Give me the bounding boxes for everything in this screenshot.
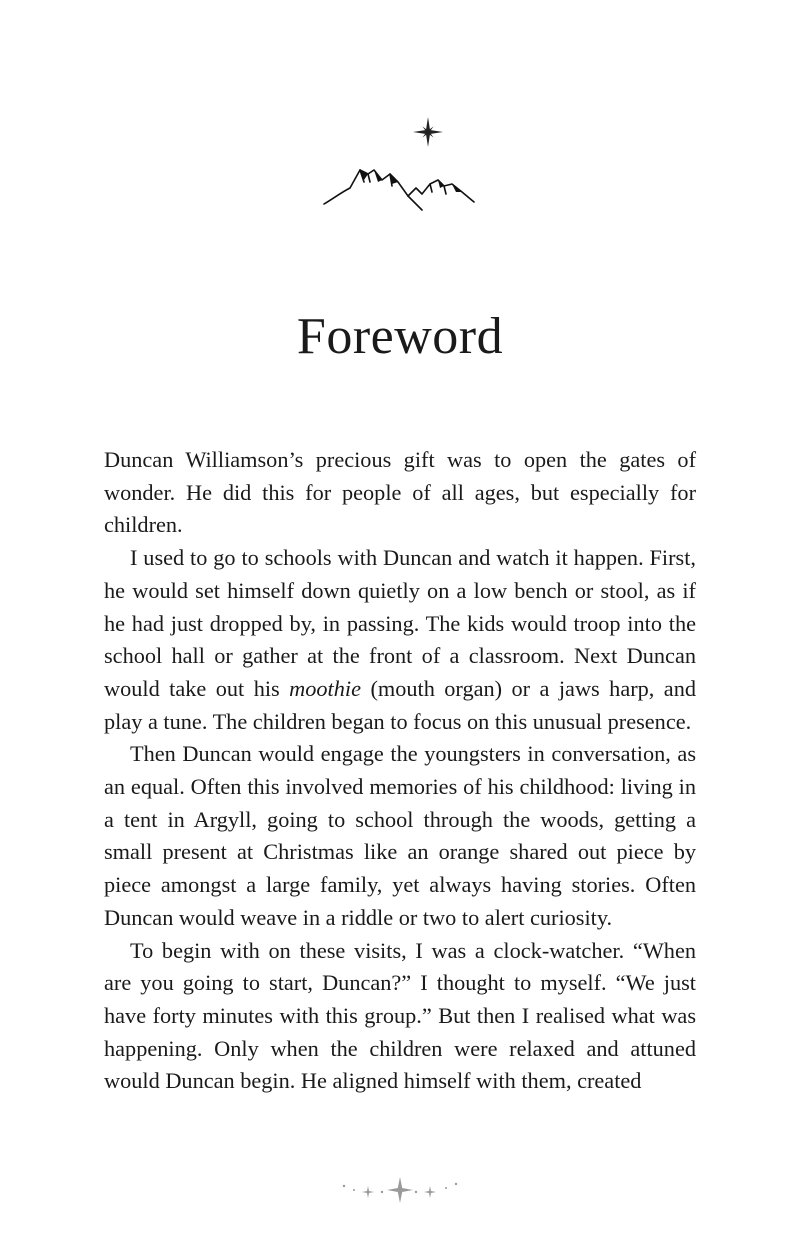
body-text: [104, 444, 696, 1098]
paragraph-2-emphasis: moothie: [289, 675, 361, 701]
sparkle-stars-icon: [336, 1174, 464, 1204]
paragraph-1: Duncan Williamson’s precious gift was to open the gates of wonder. He did this for people of all ages, but especially for children.: [104, 447, 696, 538]
paragraph-3: Then Duncan would engage the youngsters in conversation, as an equal. Often this involved memories of his childhood: living in a tent in Argyll, going to school through the woods, getting a small present at Christmas like an orange shared out piece by piece amongst a large family, yet always having stories. Often Duncan would weave in a riddle or two to alert curiosity.: [104, 741, 696, 930]
four-point-star-icon: [412, 116, 444, 148]
chapter-title: Foreword: [296, 307, 504, 365]
paragraph-2-end: (mouth organ) or a jaws harp, and play a tune. The children began to focus on this unusual presence.: [104, 675, 696, 734]
mountains-icon: [320, 158, 478, 212]
paragraph-4: To begin with on these visits, I was a clock-watcher. “When are you going to start, Duncan?” I thought to myself. “We just have forty minutes with this group.” But then I realised what was happening. Only when the children were relaxed and attuned would Duncan begin. He aligned himself with them, created: [104, 937, 696, 1094]
paragraph-2-start: I used to go to schools with Duncan and watch it happen. First, he would set himself down quietly on a low bench or stool, as if he had just dropped by, in passing. The kids would troop into the school hall or gather at the front of a classroom. Next Duncan would take out his: [104, 545, 696, 701]
paragraph-2: [104, 542, 696, 738]
